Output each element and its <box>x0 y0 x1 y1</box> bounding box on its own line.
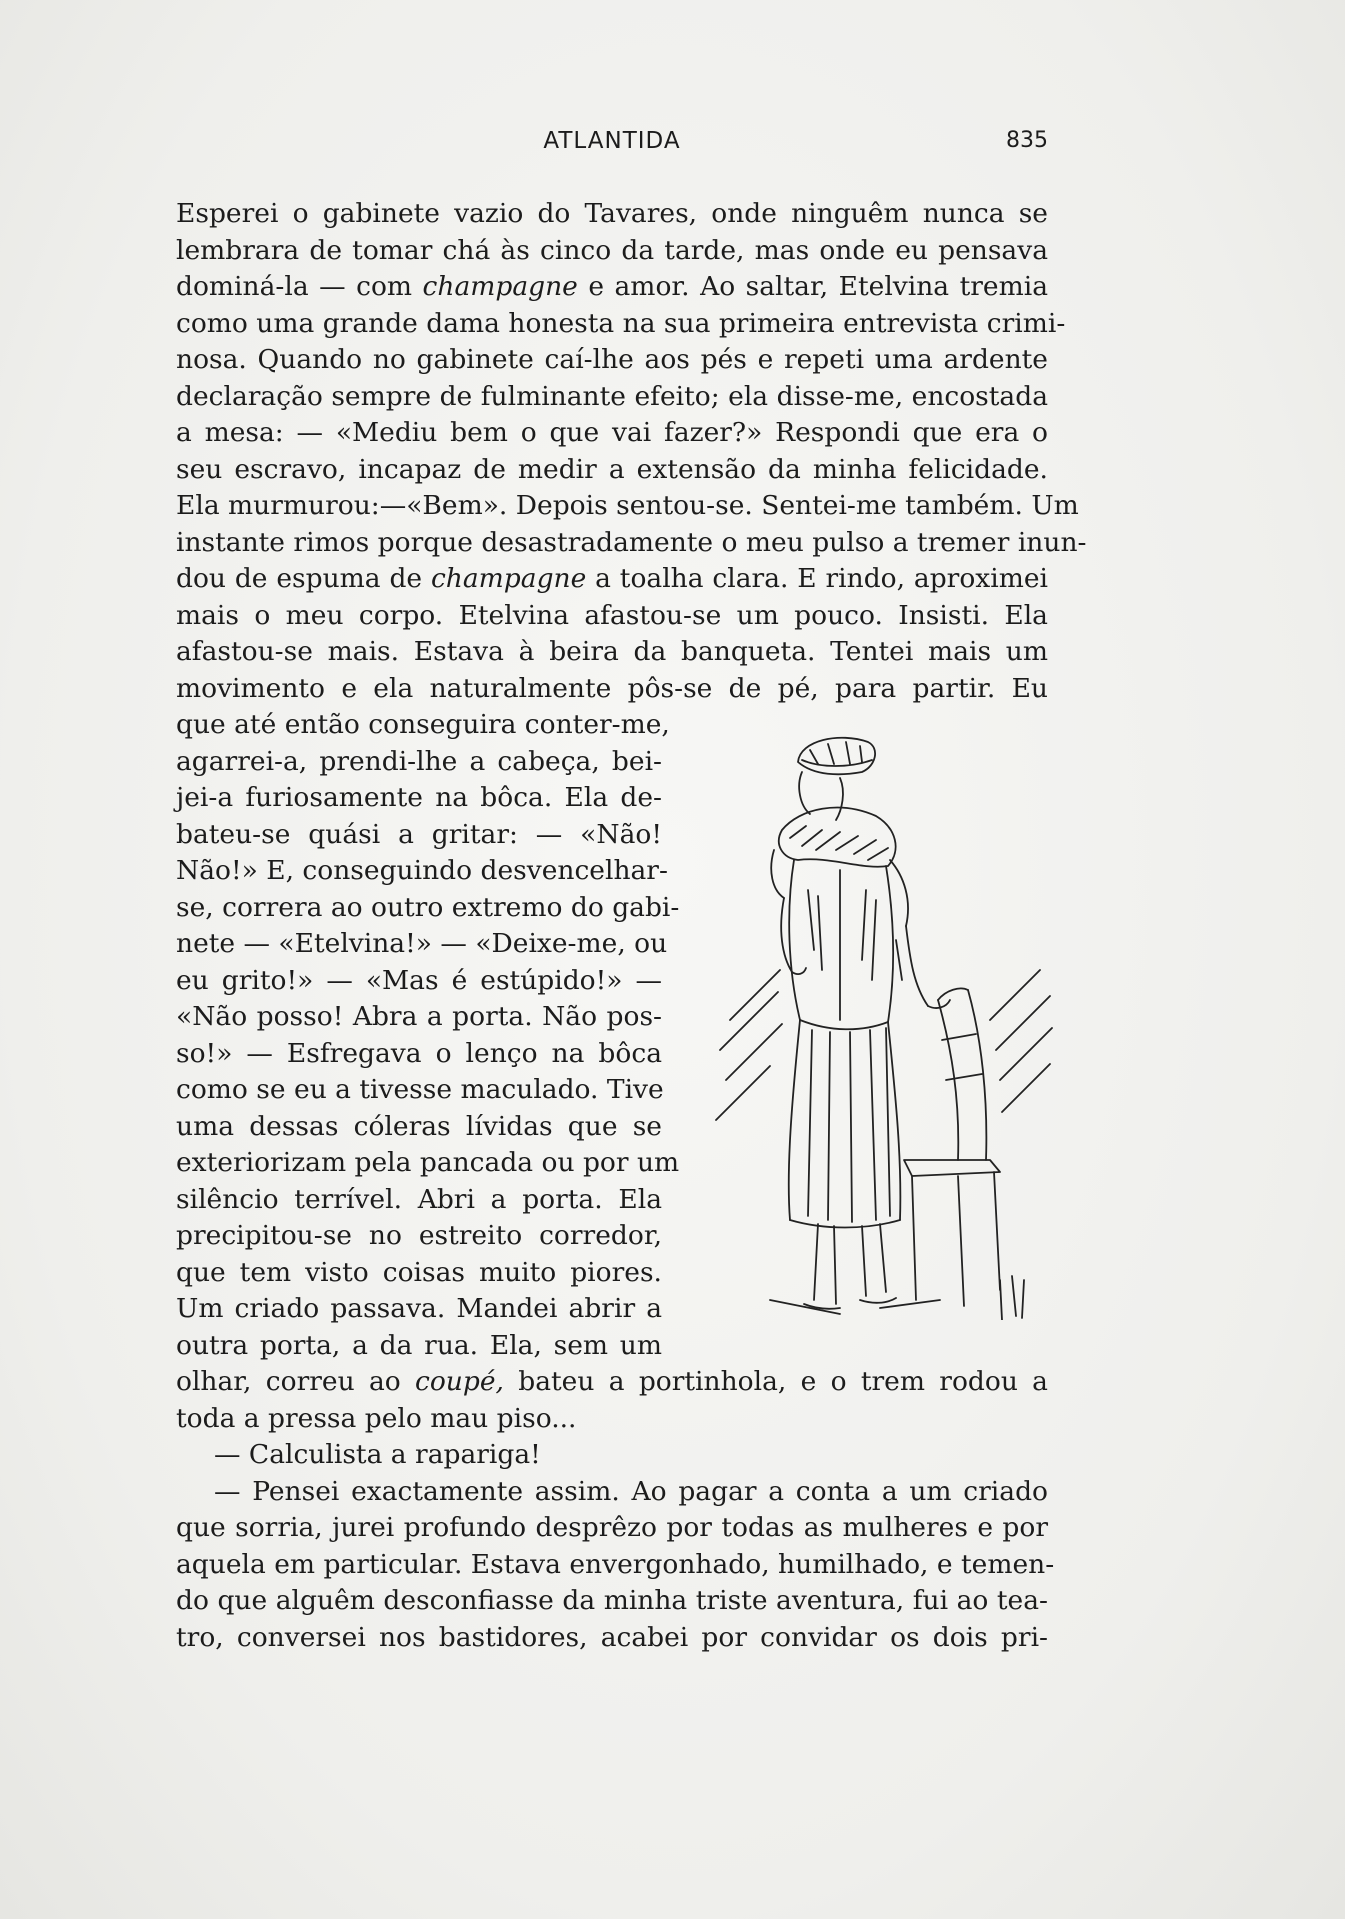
text-line: nosa. Quando no gabinete caí-lhe aos pés e repeti uma ardente <box>176 344 1048 375</box>
running-title: ATLANTIDA <box>543 128 681 154</box>
text-line: seu escravo, incapaz de medir a extensão da minha felicidade. <box>176 453 1048 485</box>
italic-word: coupé, <box>415 1366 504 1397</box>
text-line: do que alguêm desconfiasse da minha triste aventura, fui ao tea- <box>176 1585 1048 1616</box>
text-line: bateu-se quási a gritar: — «Não! <box>176 818 662 850</box>
text-line: silêncio terrível. Abri a porta. Ela <box>176 1183 662 1215</box>
text-line <box>176 269 1048 306</box>
text-line: Esperei o gabinete vazio do Tavares, onde ninguêm nunca se <box>176 198 1048 229</box>
text-line: nete — «Etelvina!» — «Deixe-me, ou <box>176 928 668 959</box>
text-line: Não!» E, conseguindo desvencelhar- <box>176 855 668 886</box>
italic-word: champagne <box>422 271 578 302</box>
text-line: toda a pressa pelo mau piso... <box>176 1402 577 1434</box>
text-line: lembrara de tomar chá às cinco da tarde, mas onde eu pensava <box>176 234 1048 266</box>
text-line: jei-a furiosamente na bôca. Ela de- <box>176 782 662 813</box>
page-number: 835 <box>1006 128 1048 153</box>
text-line: mais o meu corpo. Etelvina afastou-se um pouco. Insisti. Ela <box>176 599 1048 631</box>
text-line: movimento e ela naturalmente pôs-se de pé, para partir. Eu <box>176 672 1048 704</box>
text-line: instante rimos porque desastradamente o meu pulso a tremer inun- <box>176 526 1087 558</box>
text-run: dominá-la — com <box>176 271 423 302</box>
text-line: «Não posso! Abra a porta. Não pos- <box>176 1001 662 1032</box>
text-line: como se eu a tivesse maculado. Tive <box>176 1074 664 1105</box>
text-line: eu grito!» — «Mas é estúpido!» — <box>176 964 662 996</box>
text-run: dou de espuma de <box>176 563 431 594</box>
text-line: tro, conversei nos bastidores, acabei por convidar os dois pri- <box>176 1621 1048 1653</box>
text-line: Um criado passava. Mandei abrir a <box>176 1293 662 1324</box>
text-line <box>176 1364 1048 1401</box>
italic-word: champagne <box>430 563 587 594</box>
text-line: — Pensei exactamente assim. Ao pagar a conta a um criado <box>214 1475 1048 1507</box>
text-run: a toalha clara. E rindo, aproximei <box>586 563 1048 594</box>
text-line: exteriorizam pela pancada ou por um <box>176 1147 680 1178</box>
text-line: que tem visto coisas muito piores. <box>176 1256 662 1288</box>
text-line: afastou-se mais. Estava à beira da banqueta. Tentei mais um <box>176 636 1048 667</box>
text-line: precipitou-se no estreito corredor, <box>176 1220 662 1251</box>
text-line <box>176 561 1048 598</box>
woman-with-chair-sketch-icon <box>690 720 1060 1320</box>
running-head <box>176 126 1048 160</box>
text-line: aquela em particular. Estava envergonhado, humilhado, e temen- <box>176 1548 1055 1580</box>
text-line: como uma grande dama honesta na sua primeira entrevista crimi- <box>176 307 1066 339</box>
text-line: a mesa: — «Mediu bem o que vai fazer?» Respondi que era o <box>176 417 1048 448</box>
text-line: Ela murmurou:—«Bem». Depois sentou-se. Sentei-me também. Um <box>176 490 1079 521</box>
text-line: outra porta, a da rua. Ela, sem um <box>176 1329 662 1361</box>
text-run: e amor. Ao saltar, Etelvina tremia <box>577 271 1049 302</box>
text-line: que sorria, jurei profundo desprêzo por todas as mulheres e por <box>176 1512 1048 1543</box>
text-run: olhar, correu ao <box>176 1366 416 1397</box>
text-line: uma dessas cóleras lívidas que se <box>176 1110 662 1142</box>
text-run: bateu a portinhola, e o trem rodou a <box>503 1366 1048 1397</box>
text-line: se, correra ao outro extremo do gabi- <box>176 891 680 923</box>
text-line: so!» — Esfregava o lenço na bôca <box>176 1037 662 1069</box>
text-line: — Calculista a rapariga! <box>214 1439 541 1470</box>
text-line: que até então conseguira conter-me, <box>176 709 670 740</box>
text-line: declaração sempre de fulminante efeito; ela disse-me, encostada <box>176 380 1048 412</box>
text-line: agarrei-a, prendi-lhe a cabeça, bei- <box>176 745 662 777</box>
